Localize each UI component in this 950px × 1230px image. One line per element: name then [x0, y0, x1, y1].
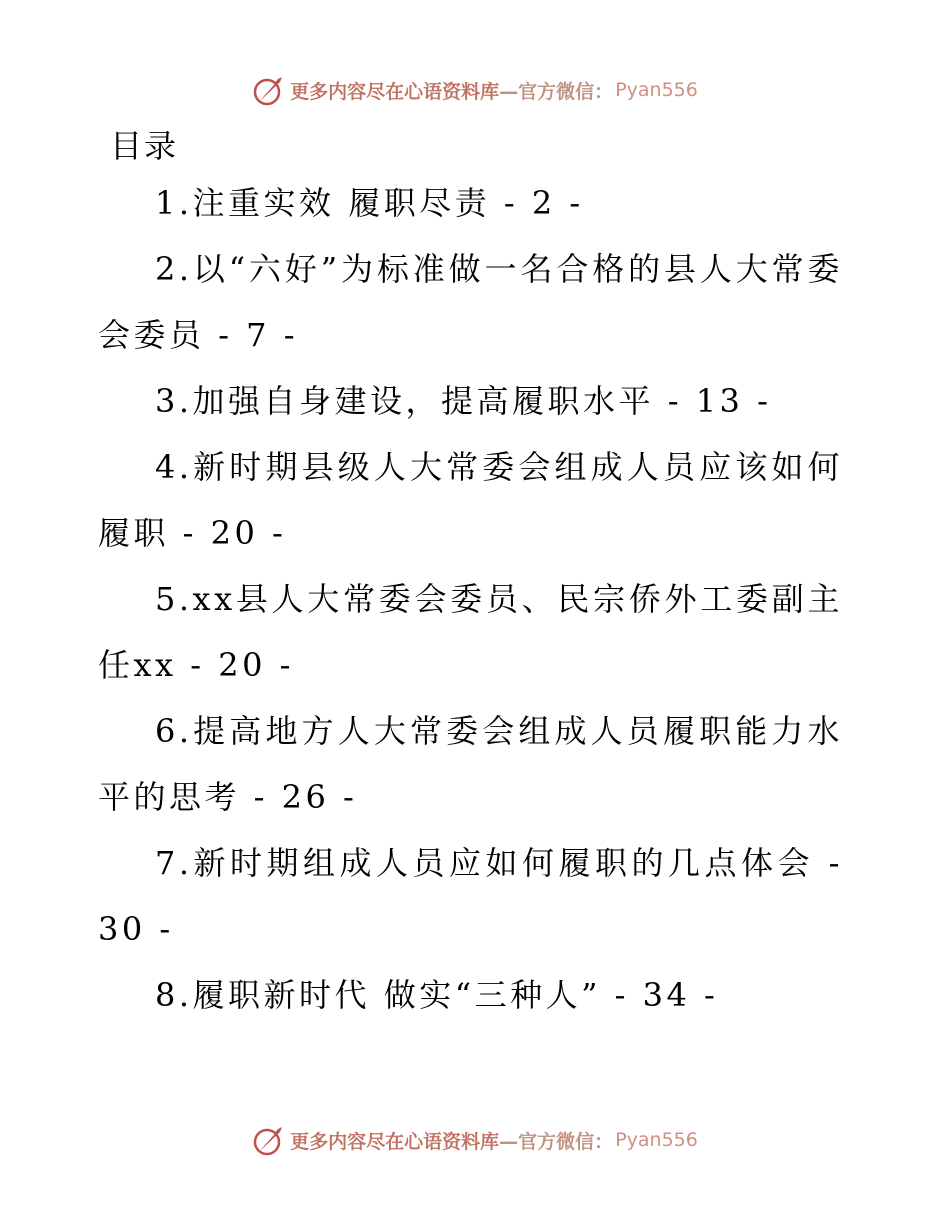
watermark-wechat-id: Pyan556 [615, 79, 698, 101]
watermark-separator: —官方微信： [499, 1130, 614, 1153]
quill-pen-logo-icon [252, 73, 286, 107]
toc-item[interactable]: 5.xx县人大常委会委员、民宗侨外工委副主任xx - 20 - [98, 580, 843, 684]
watermark-wechat-id: Pyan556 [615, 1129, 698, 1151]
toc-item[interactable]: 6.提高地方人大常委会组成人员履职能力水平的思考 - 26 - [98, 712, 843, 816]
toc-item[interactable]: 3.加强自身建设，提高履职水平 - 13 - [155, 382, 772, 420]
toc-item[interactable]: 7.新时期组成人员应如何履职的几点体会 - 30 - [98, 844, 843, 948]
watermark-footer [0, 1120, 950, 1160]
toc-item[interactable]: 2.以“六好”为标准做一名合格的县人大常委会委员 - 7 - [98, 250, 843, 354]
toc-item[interactable]: 8.履职新时代 做实“三种人” - 34 - [155, 976, 719, 1014]
toc-list [98, 170, 843, 1028]
watermark-separator: —官方微信： [499, 80, 614, 103]
toc-title: 目录 [110, 127, 179, 165]
watermark-text: 更多内容尽在心语资料库 [290, 1130, 500, 1153]
toc-item[interactable]: 1.注重实效 履职尽责 - 2 - [155, 184, 584, 222]
watermark-header [0, 70, 950, 110]
watermark-text: 更多内容尽在心语资料库 [290, 80, 500, 103]
quill-pen-logo-icon [252, 1123, 286, 1157]
toc-item[interactable]: 4.新时期县级人大常委会组成人员应该如何履职 - 20 - [98, 448, 843, 552]
